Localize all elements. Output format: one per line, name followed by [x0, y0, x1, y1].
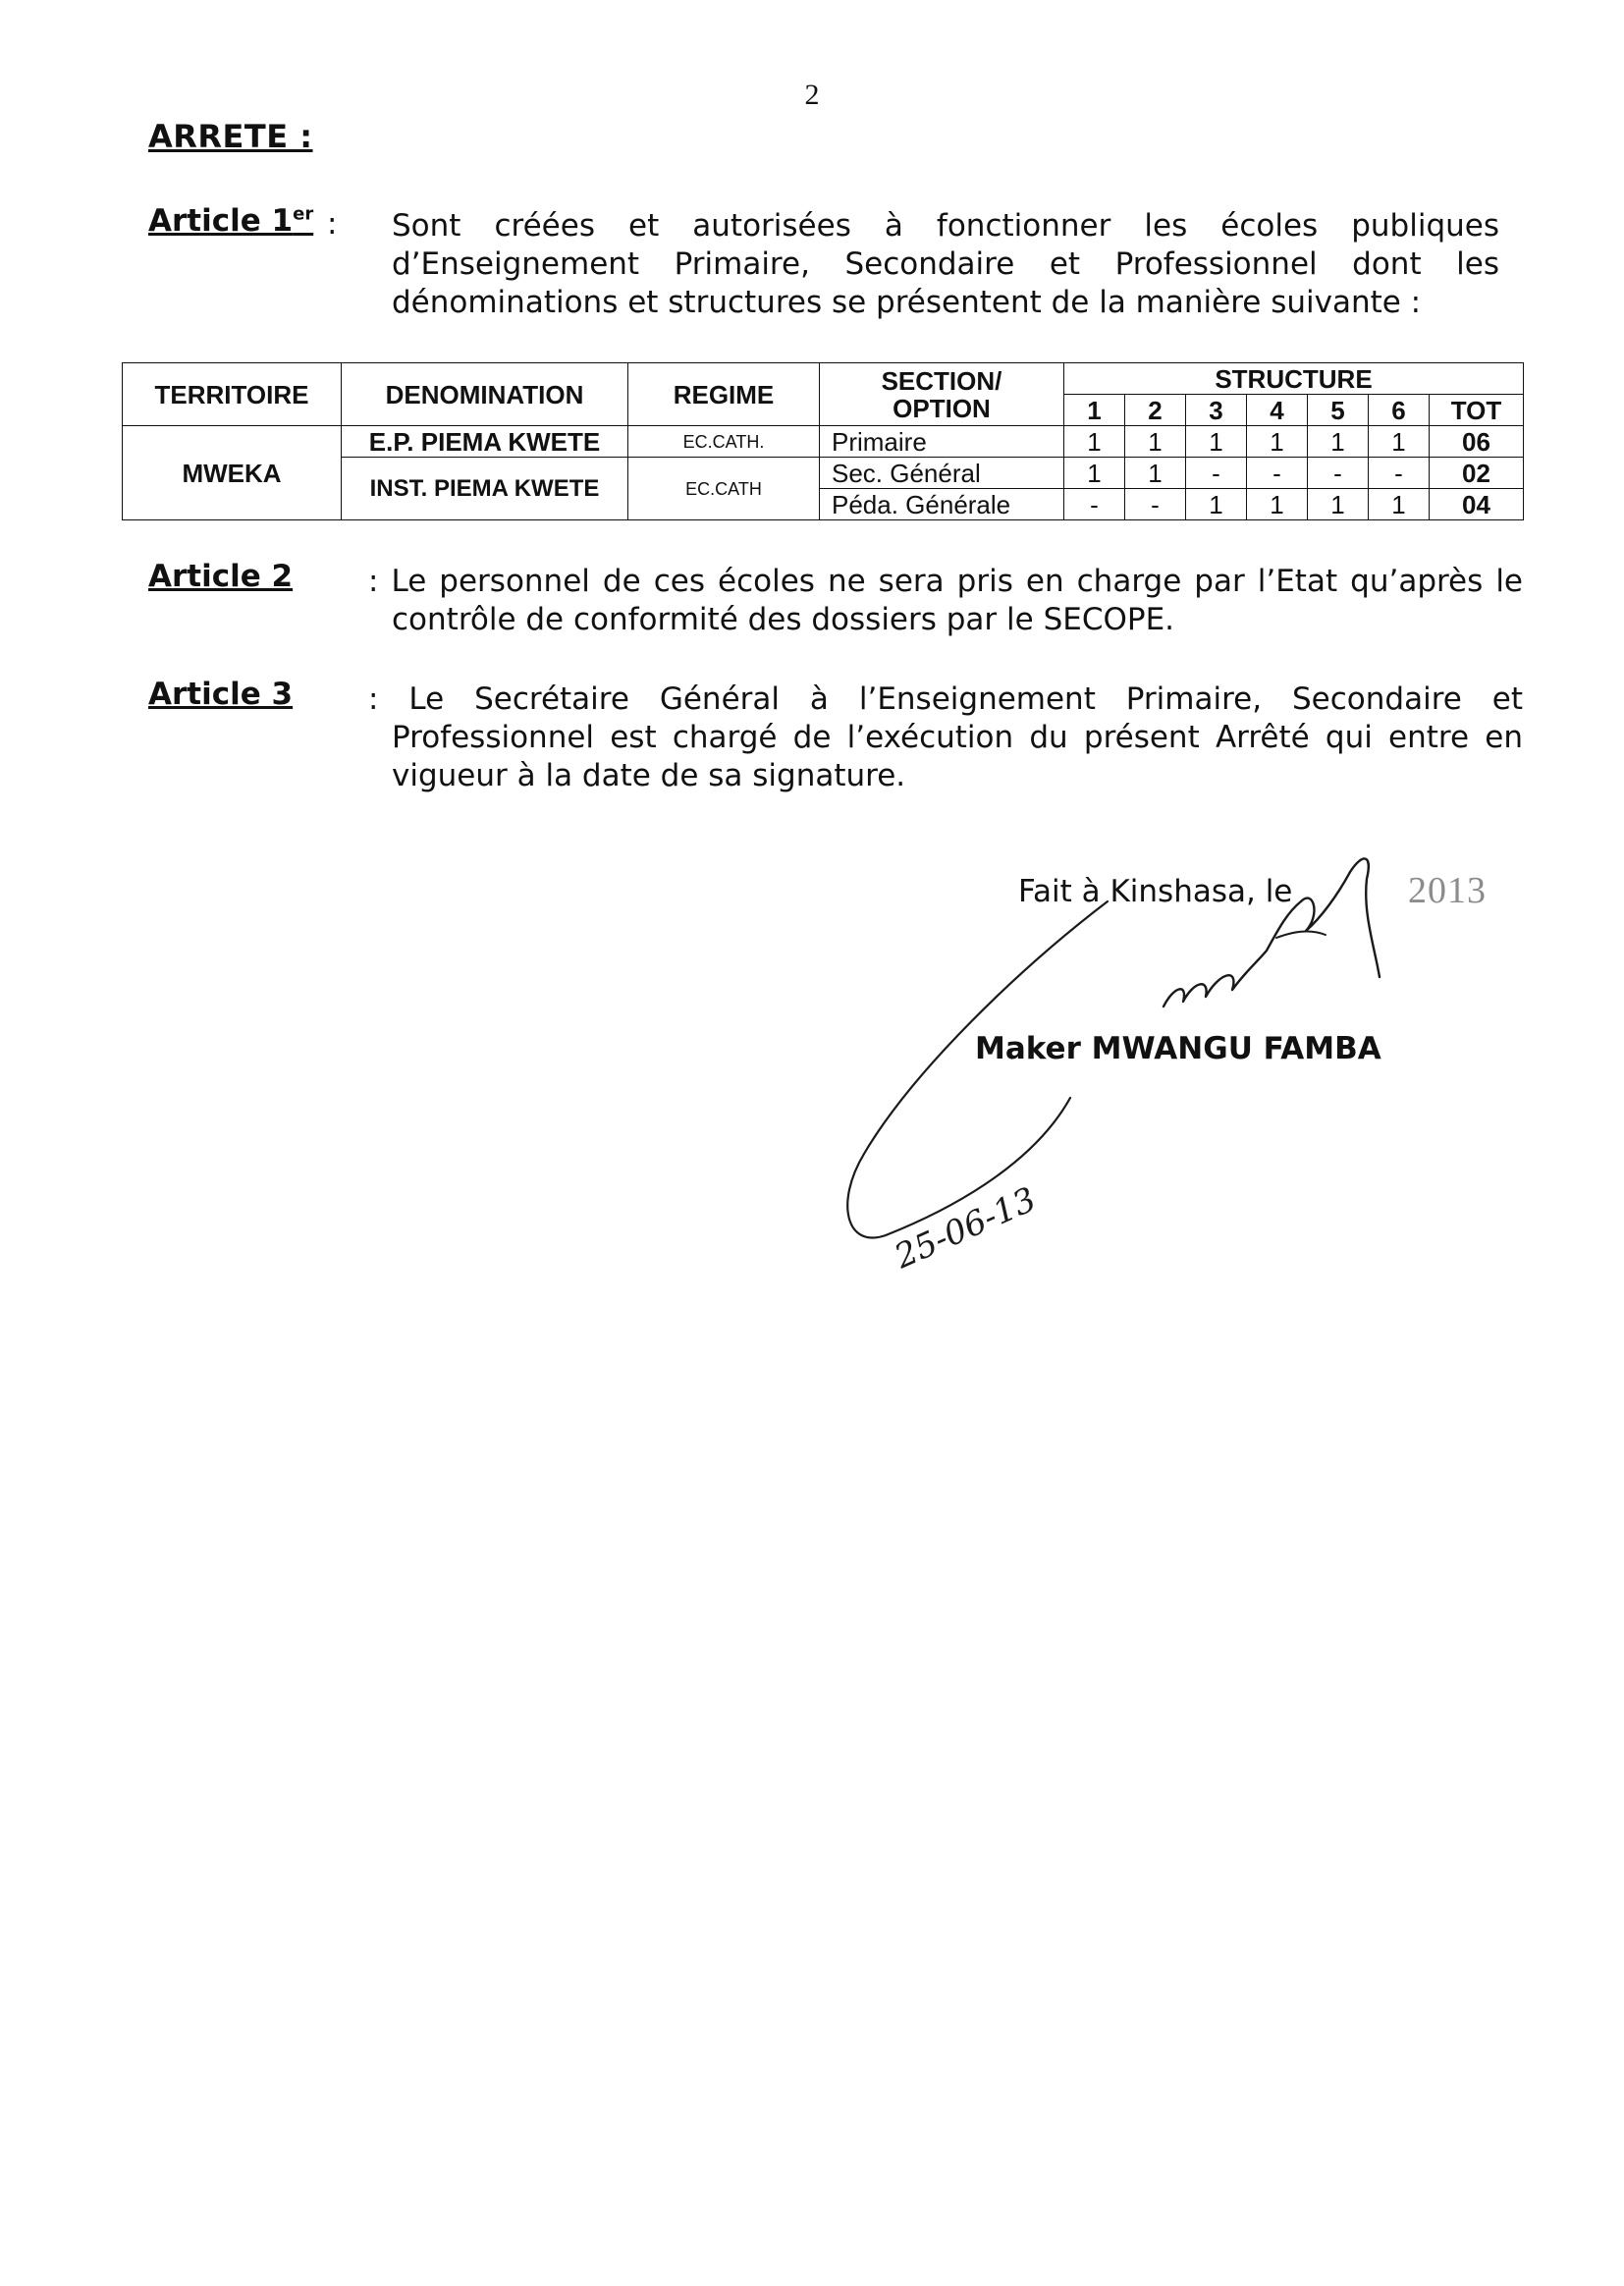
- header-level: 4: [1247, 395, 1308, 426]
- cell-value: 1: [1308, 426, 1369, 458]
- cell-territoire: MWEKA: [123, 426, 342, 520]
- cell-value: 1: [1369, 489, 1430, 520]
- cell-value: 1: [1186, 426, 1247, 458]
- article-2-label: Article 2: [148, 559, 294, 594]
- cell-value: -: [1247, 458, 1308, 489]
- header-territoire: TERRITOIRE: [123, 363, 342, 426]
- header-level: 5: [1308, 395, 1369, 426]
- cell-section: Sec. Général: [820, 458, 1064, 489]
- cell-total: 06: [1430, 426, 1524, 458]
- article-3-label: Article 3: [148, 677, 294, 712]
- cell-section: Primaire: [820, 426, 1064, 458]
- header-section-line1: SECTION/: [881, 365, 1002, 396]
- cell-value: 1: [1247, 489, 1308, 520]
- cell-section: Péda. Générale: [820, 489, 1064, 520]
- place-line: Fait à Kinshasa, le: [1018, 874, 1293, 909]
- cell-value: -: [1308, 458, 1369, 489]
- cell-denomination: E.P. PIEMA KWETE: [342, 426, 628, 458]
- header-regime: REGIME: [628, 363, 820, 426]
- cell-regime: EC.CATH.: [628, 426, 820, 458]
- header-denomination: DENOMINATION: [342, 363, 628, 426]
- decree-heading: ARRETE :: [148, 118, 313, 155]
- cell-total: 02: [1430, 458, 1524, 489]
- signature-loop: [847, 901, 1108, 1238]
- header-structure: STRUCTURE: [1064, 363, 1524, 395]
- header-section-line2: OPTION: [893, 393, 991, 423]
- header-level: 1: [1064, 395, 1125, 426]
- cell-value: 1: [1125, 426, 1186, 458]
- article-1-colon: :: [327, 206, 338, 242]
- signature-flourish: [1276, 931, 1326, 938]
- cell-value: 1: [1369, 426, 1430, 458]
- date-stamp: 2013: [1408, 870, 1487, 911]
- cell-value: -: [1369, 458, 1430, 489]
- signature-initials: [1164, 858, 1380, 1007]
- handwritten-date: 25-06-13: [889, 1179, 1043, 1278]
- cell-regime: EC.CATH: [628, 458, 820, 520]
- header-level: 6: [1369, 395, 1430, 426]
- header-level: 3: [1186, 395, 1247, 426]
- cell-value: 1: [1308, 489, 1369, 520]
- cell-value: -: [1125, 489, 1186, 520]
- cell-value: 1: [1064, 458, 1125, 489]
- cell-value: 1: [1125, 458, 1186, 489]
- header-total: TOT: [1430, 395, 1524, 426]
- signatory-name: Maker MWANGU FAMBA: [975, 1031, 1381, 1066]
- article-1-text: Sont créées et autorisées à fonctionner les écoles publiques d’Enseignement Primaire, Secondaire et Professionnel dont les dénominations et structures se présentent de la manière suivante :: [392, 208, 1499, 320]
- cell-denomination: INST. PIEMA KWETE: [342, 458, 628, 520]
- cell-value: -: [1186, 458, 1247, 489]
- article-2-text: : Le personnel de ces écoles ne sera pris en charge par l’Etat qu’après le contrôle de conformité des dossiers par le SECOPE.: [368, 564, 1523, 637]
- cell-value: 1: [1186, 489, 1247, 520]
- cell-value: 1: [1247, 426, 1308, 458]
- header-level: 2: [1125, 395, 1186, 426]
- cell-value: -: [1064, 489, 1125, 520]
- cell-value: 1: [1064, 426, 1125, 458]
- article-3-text: : Le Secrétaire Général à l’Enseignement Primaire, Secondaire et Professionnel est chargé de l’exécution du présent Arrêté qui entre en vigueur à la date de sa signature.: [368, 681, 1523, 793]
- article-1-label-sup: er: [293, 203, 314, 225]
- page-number: 2: [804, 79, 820, 111]
- article-1-label-text: Article 1: [148, 203, 294, 239]
- cell-total: 04: [1430, 489, 1524, 520]
